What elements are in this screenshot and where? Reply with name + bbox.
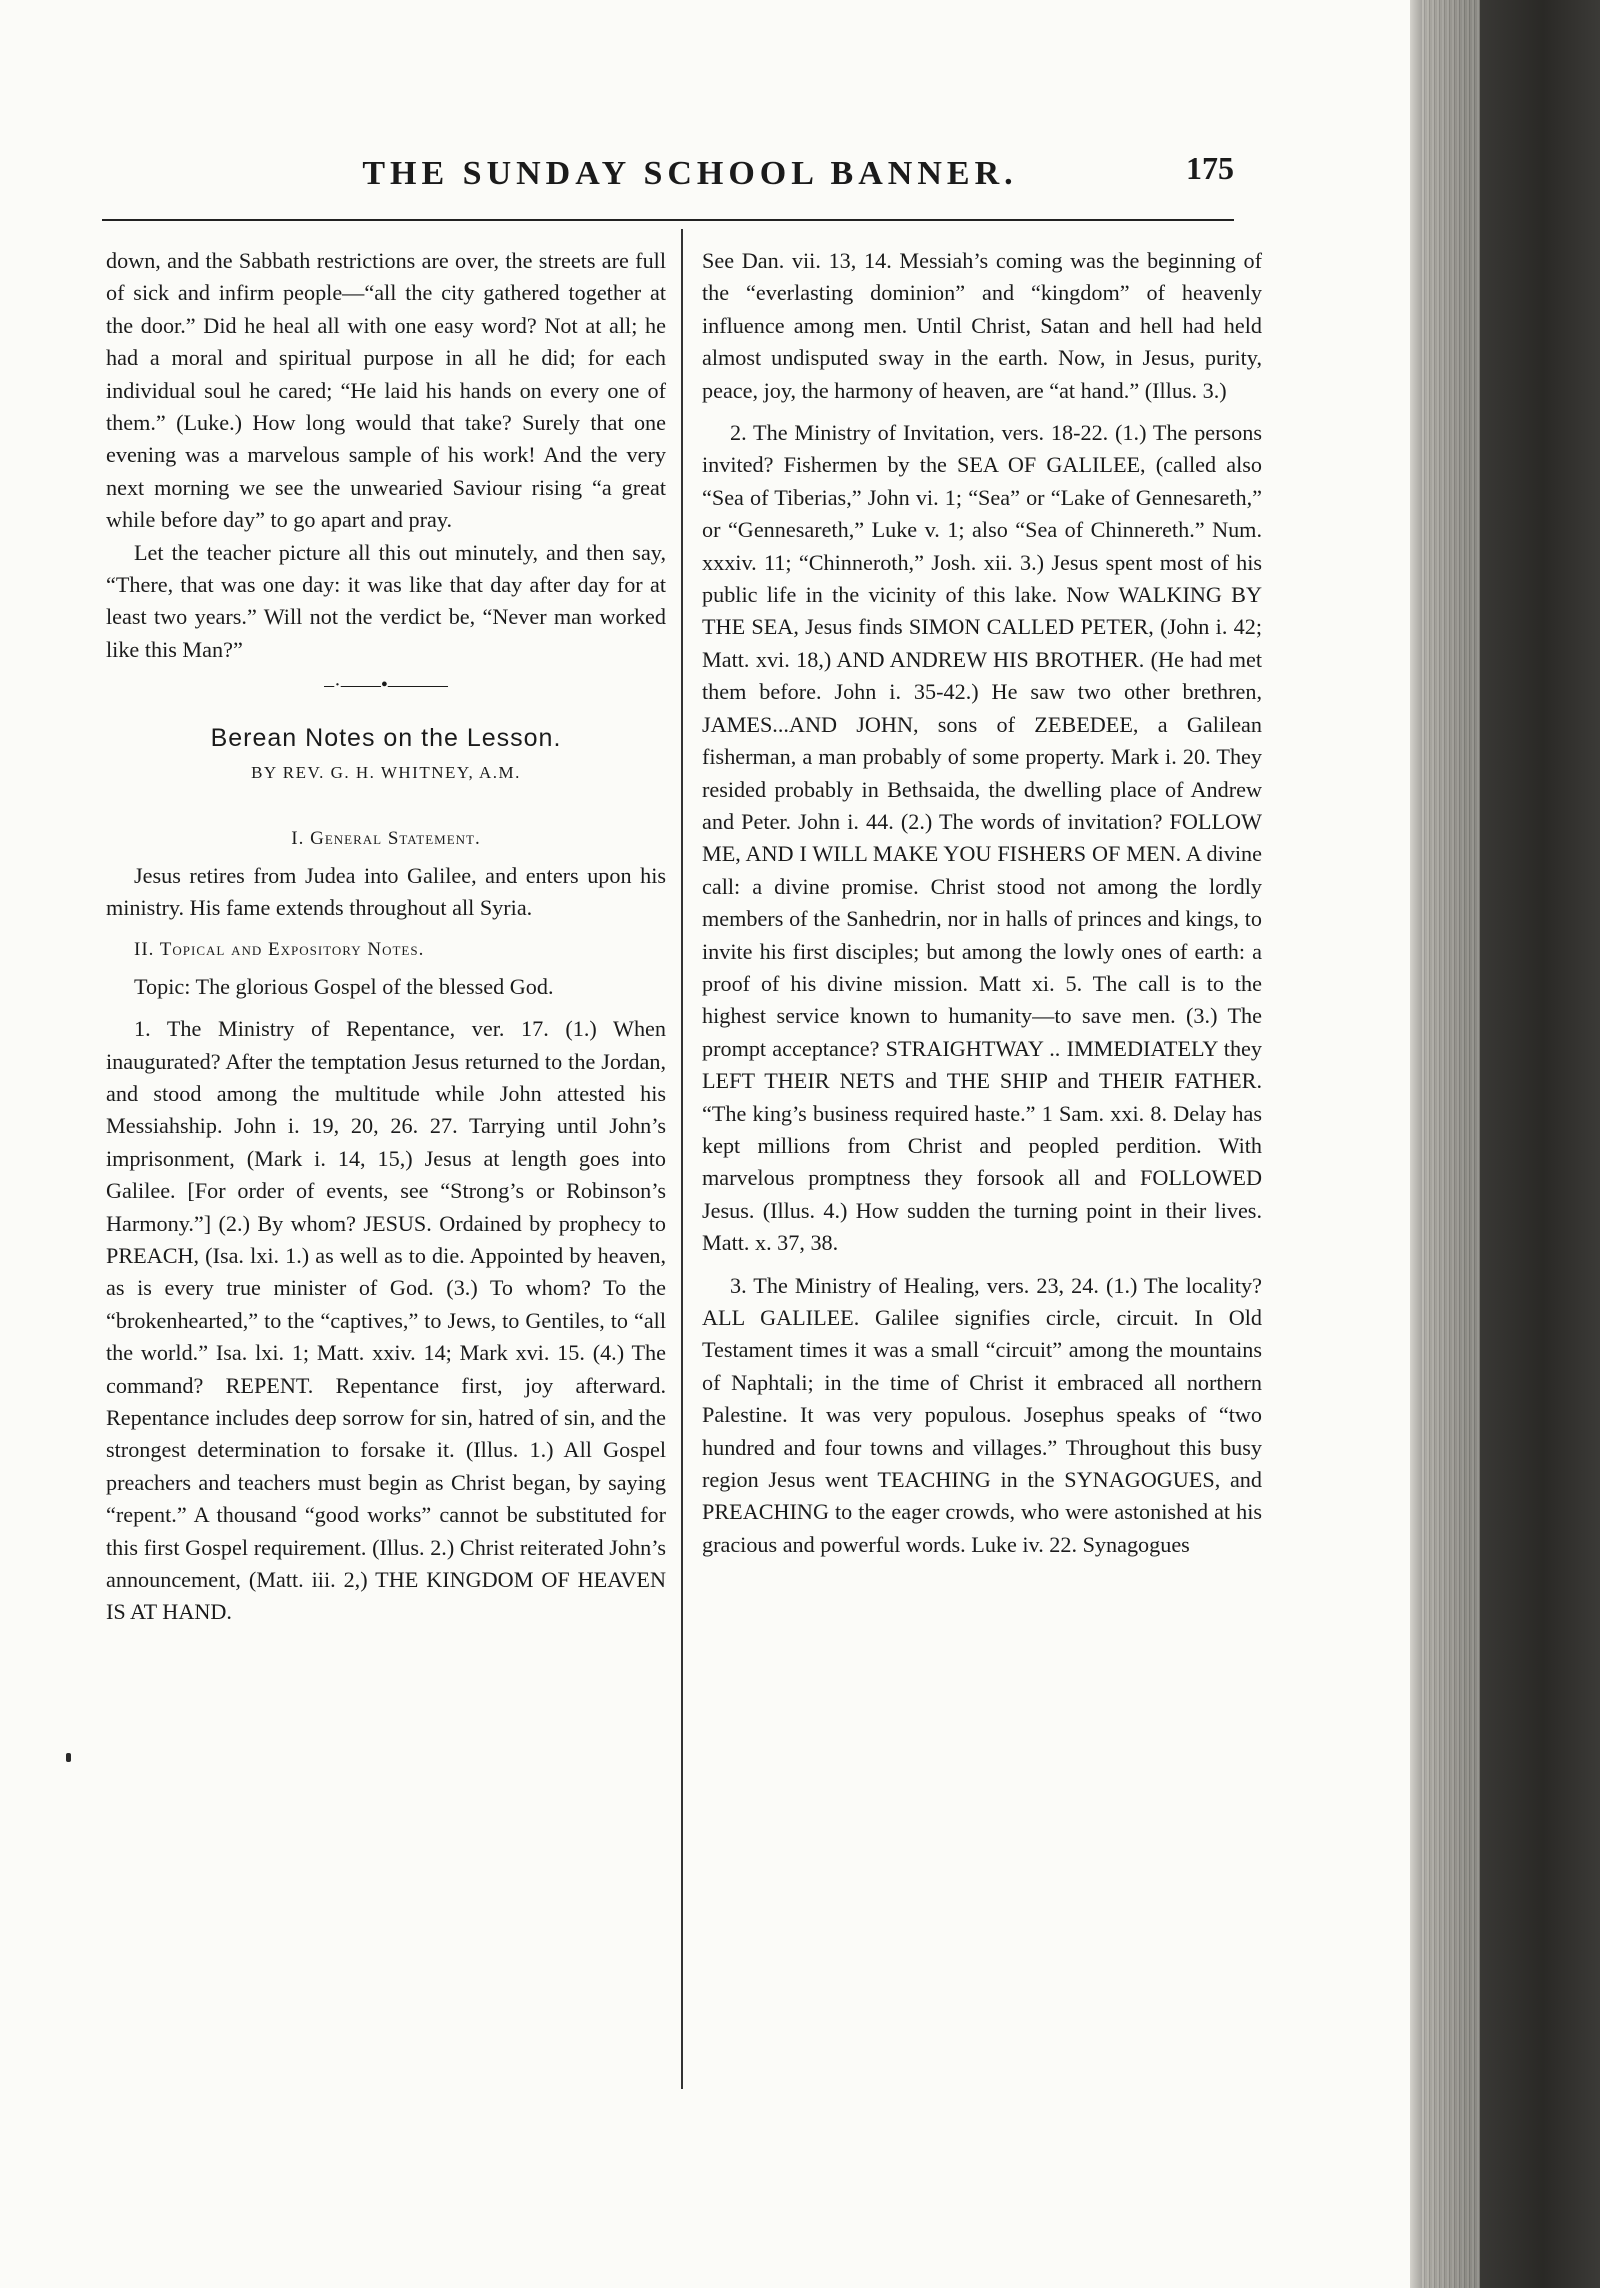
book-page-edges	[1410, 0, 1600, 2288]
paragraph-sabbath-healing: down, and the Sabbath restrictions are over, the streets are full of sick and infirm people—“all the city gathered together at the door.” Did he heal all with one easy word? Not at all; he had a moral and spiritual purpose in all he did; for each individual soul he cared; “He laid his hands on every one of them.” (Luke.) How long would that take? Surely that one evening was a marvelous sample of his work! And the very next morning we see the unwearied Saviour rising “a great while before day” to go apart and pray.	[106, 248, 666, 533]
section-heading-topical-notes: II. Topical and Expository Notes.	[134, 939, 425, 961]
paragraph-teacher-picture: Let the teacher picture all this out minutely, and then say, “There, that was one day: it was like that day after day for at least two years.” Will not the verdict be, “Never man worked like this Man?”	[106, 539, 666, 662]
notes-title: Berean Notes on the Lesson.	[210, 724, 562, 753]
right-column	[702, 245, 1262, 1561]
paragraph-ministry-of-repentance: 1. The Ministry of Repentance, ver. 17. (1.) When inaugurated? After the temptation Jesus returned to the Jordan, and stood among the multitude while John attested his Messiahship. John i. 19, 20, 26. 27. Tarrying until John’s imprisonment, (Mark i. 14, 15,) Jesus at length goes into Galilee. [For order of events, see “Strong’s or Robinson’s Harmony.”] (2.) By whom? JESUS. Ordained by prophecy to PREACH, (Isa. lxi. 1.) as well as to die. Appointed by heaven, as is every true minister of God. (3.) To whom? To the “brokenhearted,” to the “captives,” to Jews, to Gentiles, to “all the world.” Isa. lxi. 1; Matt. xxiv. 14; Mark xvi. 15. (4.) The command? REPENT. Repentance first, joy afterward. Repentance includes deep sorrow for sin, hatred of sin, and the strongest determination to forsake it. (Illus. 1.) All Gospel preachers and teachers must begin as Christ began, by saying “repent.” A thousand “good works” cannot be substituted for this first Gospel requirement. (Illus. 2.) Christ reiterated John’s announcement, (Matt. iii. 2,) THE KINGDOM OF HEAVEN IS AT HAND.	[106, 1016, 666, 1625]
running-head: THE SUNDAY SCHOOL BANNER.	[362, 155, 1018, 192]
paragraph-messiah-coming: See Dan. vii. 13, 14. Messiah’s coming was the beginning of the “everlasting dominion” and “kingdom” of heavenly influence among men. Until Christ, Satan and hell had held almost undisputed sway in the earth. Now, in Jesus, purity, peace, joy, the harmony of heaven, are “at hand.” (Illus. 3.)	[702, 248, 1262, 403]
paragraph-general-statement: Jesus retires from Judea into Galilee, and enters upon his ministry. His fame extends throughout all Syria.	[106, 862, 666, 920]
paragraph-ministry-of-healing: 3. The Ministry of Healing, vers. 23, 24. (1.) The locality? ALL GALILEE. Galilee signifies circle, circuit. In Old Testament times it was a small “circuit” among the mountains of Naphtali; in the time of Christ it embraced all northern Palestine. It was very populous. Josephus speaks of “two hundred and four towns and villages.” Throughout this busy region Jesus went TEACHING in the SYNAGOGUES, and PREACHING to the eager crowds, who were astonished at his gracious and powerful words. Luke iv. 22. Synagogues	[702, 1272, 1262, 1557]
paragraph-topic: Topic: The glorious Gospel of the blessed God.	[134, 973, 554, 999]
page-number: 175	[1186, 150, 1234, 186]
section-heading-general-statement: I. General Statement.	[291, 828, 481, 850]
column-divider	[681, 229, 683, 2089]
author-byline: BY REV. G. H. WHITNEY, A.M.	[251, 762, 521, 782]
left-column	[106, 245, 666, 1629]
paragraph-ministry-of-invitation: 2. The Ministry of Invitation, vers. 18-22. (1.) The persons invited? Fishermen by the SEA OF GALILEE, (called also “Sea of Tiberias,” John vi. 1; “Sea” or “Lake of Gennesareth,” or “Gennesareth,” Luke v. 1; also “Sea of Chinnereth.” Num. xxxiv. 11; “Chinneroth,” Josh. xii. 3.) Jesus spent most of his public life in the vicinity of this lake. Now WALKING BY THE SEA, Jesus finds SIMON CALLED PETER, (John i. 42; Matt. xvi. 18,) AND ANDREW HIS BROTHER. (He had met them before. John i. 35-42.) He saw two other brethren, JAMES...AND JOHN, sons of ZEBEDEE, a Galilean fisherman, a man probably of some property. Mark i. 20. They resided probably in Bethsaida, the dwelling place of Andrew and Peter. John i. 44. (2.) The words of invitation? FOLLOW ME, AND I WILL MAKE YOU FISHERS OF MEN. A divine call: a divine promise. Christ stood not among the lordly members of the Sanhedrin, nor in halls of princes and kings, to invite his first disciples; but among the lowly ones of earth: a proof of his divine mission. Matt xi. 5. The call is to the highest service known to humanity—to save men. (3.) The prompt acceptance? STRAIGHTWAY .. IMMEDIATELY they LEFT THEIR NETS and THE SHIP and THEIR FATHER. “The king’s business required haste.” 1 Sam. xxi. 8. Delay has kept millions from Christ and peopled perdition. With marvelous promptness they forsook all and FOLLOWED Jesus. (Illus. 4.) How sudden the turning point in their lives. Matt. x. 37, 38.	[702, 420, 1262, 1256]
ink-speck	[66, 1753, 71, 1762]
header-rule	[102, 219, 1234, 221]
section-separator: –·——•———	[324, 674, 448, 697]
